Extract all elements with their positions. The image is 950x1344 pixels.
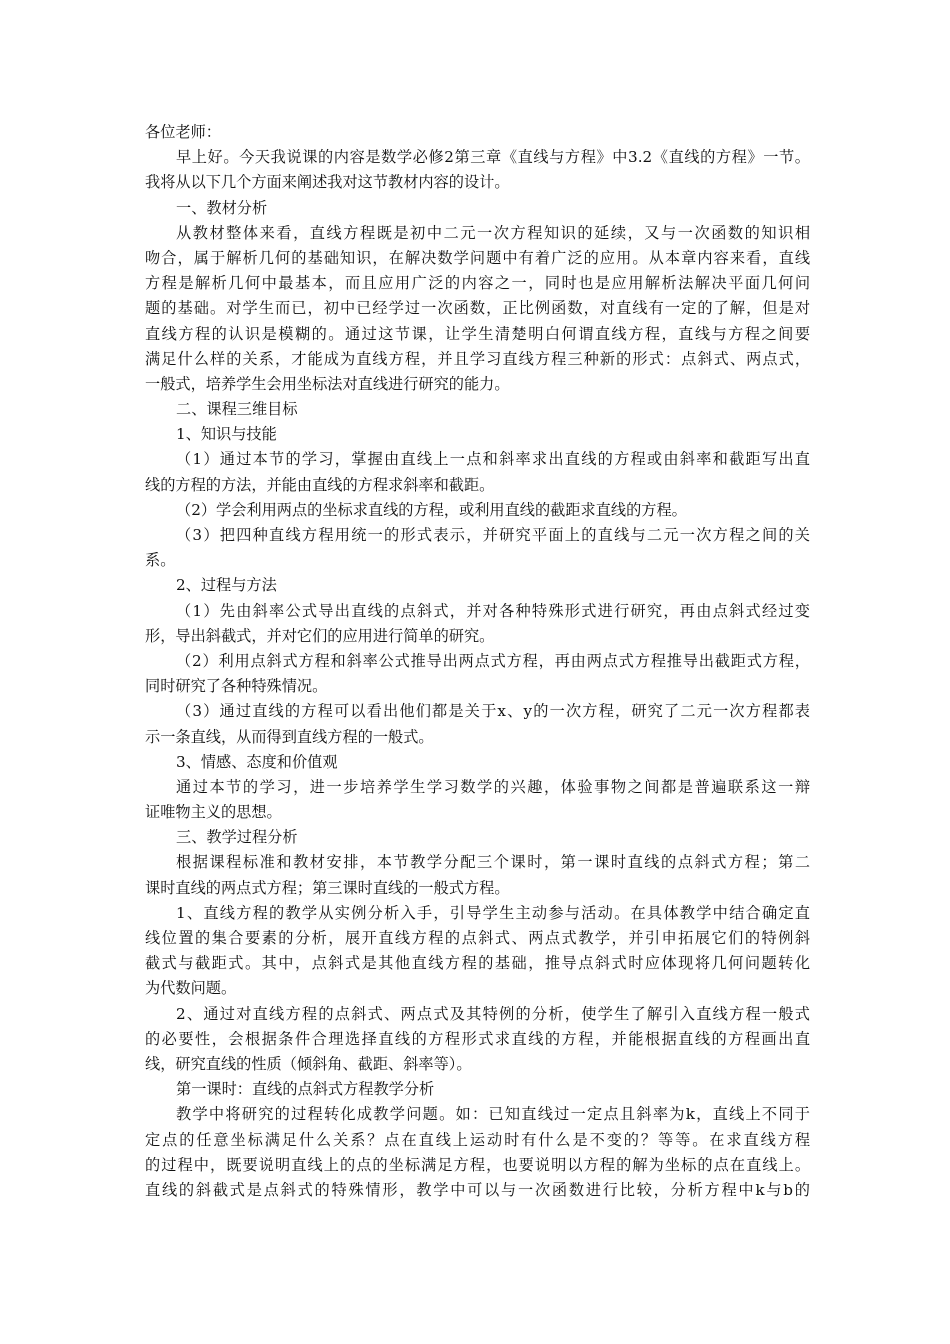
text-line: 满足什么样的关系，才能成为直线方程，并且学习直线方程三种新的形式：点斜式、两点式， [145, 349, 810, 368]
text-line: 3、情感、态度和价值观 [176, 752, 338, 771]
text-line: 一般式，培养学生会用坐标法对直线进行研究的能力。 [145, 374, 510, 393]
text-line: （2）学会利用两点的坐标求直线的方程，或利用直线的截距求直线的方程。 [176, 500, 687, 519]
text-line: 从教材整体来看，直线方程既是初中二元一次方程知识的延续，又与一次函数的知识相 [176, 223, 810, 242]
text-line: （3）通过直线的方程可以看出他们都是关于x、y的一次方程，研究了二元一次方程都表 [176, 702, 810, 721]
text-line: 线的方程的方法，并能由直线的方程求斜率和截距。 [145, 475, 495, 494]
document-page [145, 120, 810, 1203]
text-line: 课时直线的两点式方程；第三课时直线的一般式方程。 [145, 878, 510, 897]
text-line: 定点的任意坐标满足什么关系？点在直线上运动时有什么是不变的？等等。在求直线方程 [145, 1130, 810, 1149]
text-line: 的过程中，既要说明直线上的点的坐标满足方程，也要说明以方程的解为坐标的点在直线上。 [145, 1155, 810, 1174]
text-line: 为代数问题。 [145, 979, 237, 998]
text-line: 二、课程三维目标 [176, 400, 298, 419]
text-line: （1）通过本节的学习，掌握由直线上一点和斜率求出直线的方程或由斜率和截距写出直 [176, 450, 810, 469]
text-line: 证唯物主义的思想。 [145, 803, 282, 822]
text-line: 一、教材分析 [176, 198, 268, 217]
text-line: 系。 [145, 551, 176, 570]
text-line: （2）利用点斜式方程和斜率公式推导出两点式方程，再由两点式方程推导出截距式方程， [176, 651, 810, 670]
text-line: 截式与截距式。其中，点斜式是其他直线方程的基础，推导点斜式时应体现将几何问题转化 [145, 954, 810, 973]
text-line: 早上好。今天我说课的内容是数学必修2第三章《直线与方程》中3.2《直线的方程》一节。 [176, 148, 810, 167]
text-line: 直线方程的认识是模糊的。通过这节课，让学生清楚明白何谓直线方程，直线与方程之间要 [145, 324, 810, 343]
text-line: 1、知识与技能 [176, 425, 277, 444]
text-line: 1、直线方程的教学从实例分析入手，引导学生主动参与活动。在具体教学中结合确定直 [176, 903, 810, 922]
text-line: 根据课程标准和教材安排，本节教学分配三个课时，第一课时直线的点斜式方程；第二 [176, 853, 810, 872]
text-line: 同时研究了各种特殊情况。 [145, 677, 328, 696]
text-line: 线位置的集合要素的分析，展开直线方程的点斜式、两点式教学，并引申拓展它们的特例斜 [145, 929, 810, 947]
text-line: 各位老师： [145, 123, 221, 141]
text-line: 三、教学过程分析 [176, 828, 298, 847]
text-line: 示一条直线，从而得到直线方程的一般式。 [145, 727, 434, 746]
text-line: 2、过程与方法 [176, 576, 277, 595]
text-line: （1）先由斜率公式导出直线的点斜式，并对各种特殊形式进行研究，再由点斜式经过变 [176, 601, 810, 620]
text-line: 通过本节的学习，进一步培养学生学习数学的兴趣，体验事物之间都是普遍联系这一辩 [176, 777, 810, 796]
text-line: 2、通过对直线方程的点斜式、两点式及其特例的分析，使学生了解引入直线方程一般式 [176, 1004, 810, 1023]
text-line: 第一课时：直线的点斜式方程教学分析 [176, 1080, 435, 1099]
text-line: 形，导出斜截式，并对它们的应用进行简单的研究。 [145, 626, 495, 645]
text-line: 教学中将研究的过程转化成教学问题。如：已知直线过一定点且斜率为k，直线上不同于 [176, 1105, 810, 1124]
text-line: 方程是解析几何中最基本，而且应用广泛的内容之一，同时也是应用解析法解决平面几何问 [145, 274, 810, 293]
text-line: 的必要性，会根据条件合理选择直线的方程形式求直线的方程，并能根据直线的方程画出直 [145, 1029, 810, 1048]
text-line: （3）把四种直线方程用统一的形式表示，并研究平面上的直线与二元一次方程之间的关 [176, 526, 810, 544]
text-line: 题的基础。对学生而已，初中已经学过一次函数，正比例函数，对直线有一定的了解，但是对 [145, 299, 810, 318]
text-line: 我将从以下几个方面来阐述我对这节教材内容的设计。 [145, 173, 510, 192]
text-line: 直线的斜截式是点斜式的特殊情形，教学中可以与一次函数进行比较，分析方程中k与b的 [145, 1180, 810, 1199]
text-line: 线，研究直线的性质（倾斜角、截距、斜率等）。 [145, 1054, 472, 1073]
text-line: 吻合，属于解析几何的基础知识，在解决数学问题中有着广泛的应用。从本章内容来看，直线 [145, 248, 810, 267]
